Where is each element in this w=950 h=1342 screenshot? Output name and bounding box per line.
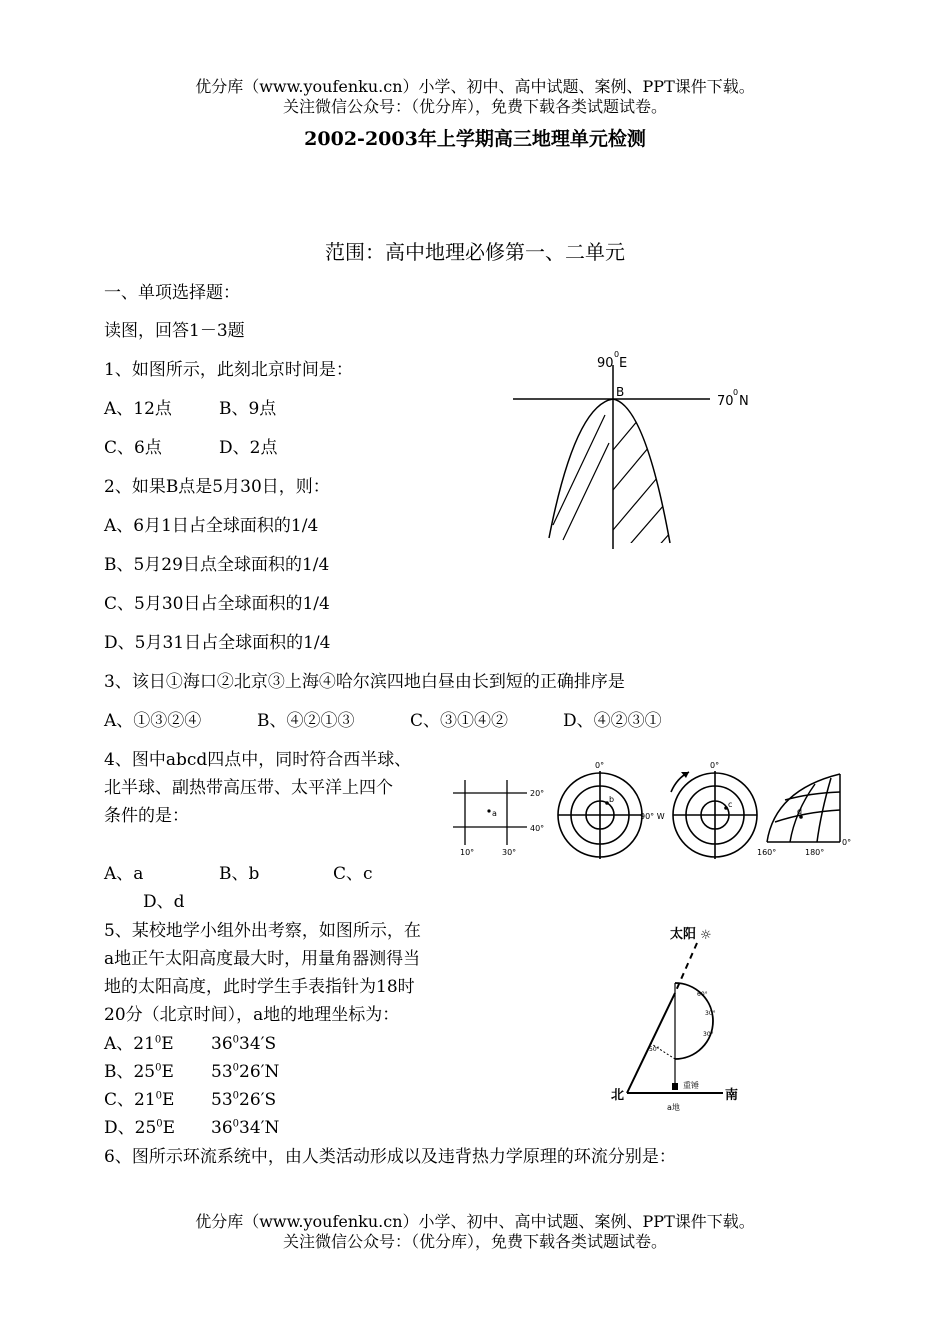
svg-text:☼: ☼ bbox=[700, 928, 712, 943]
svg-text:N: N bbox=[739, 394, 749, 409]
svg-text:0°: 0° bbox=[842, 838, 852, 847]
svg-text:90° W: 90° W bbox=[640, 812, 665, 821]
q2-stem: 2、如果B点是5月30日，则： bbox=[104, 477, 330, 497]
q4-stem-1: 4、图中abcd四点中，同时符合西半球、 bbox=[104, 750, 412, 770]
footer-line-2: 关注微信公众号：（优分库），免费下载各类试题试卷。 bbox=[282, 1232, 667, 1251]
fig5-north-label: 北 bbox=[611, 1088, 625, 1103]
fig5-sun-label: 太阳 bbox=[670, 927, 697, 942]
q2-option-a: A、6月1日占全球面积的1/4 bbox=[104, 516, 319, 536]
svg-text:160°: 160° bbox=[757, 848, 777, 857]
svg-text:a地: a地 bbox=[667, 1103, 680, 1112]
fig5-south-label: 南 bbox=[725, 1088, 739, 1103]
q2-option-b: B、5月29日点全球面积的1/4 bbox=[104, 555, 330, 575]
q5-option-c: C、$21^0E$ $53^026'S$ bbox=[104, 1090, 277, 1110]
q3-option-d: D、④②③① bbox=[563, 711, 662, 731]
svg-text:30°: 30° bbox=[705, 1010, 716, 1017]
header-line-1: 优分库（www.youfenku.cn）小学、初中、高中试题、案例、PPT课件下载。 bbox=[195, 77, 755, 96]
svg-text:d: d bbox=[797, 807, 803, 816]
q1-option-c: C、6点 bbox=[104, 438, 162, 458]
q4-stem-3: 条件的是： bbox=[104, 806, 189, 826]
fig4-panel-polar-1 bbox=[558, 771, 642, 859]
header-line-2: 关注微信公众号：（优分库），免费下载各类试题试卷。 bbox=[282, 97, 667, 116]
intro-text: 读图，回答1－3题 bbox=[104, 321, 245, 341]
q1-option-a: A、12点 bbox=[104, 399, 172, 419]
svg-text:0°: 0° bbox=[710, 761, 720, 770]
svg-text:重锤: 重锤 bbox=[683, 1081, 699, 1090]
figure-sun-altitude bbox=[605, 918, 755, 1118]
svg-text:180°: 180° bbox=[805, 848, 825, 857]
page-title: 2002-2003年上学期高三地理单元检测 bbox=[304, 128, 646, 150]
q1-option-b: B、9点 bbox=[219, 399, 277, 419]
q5-stem-4: 20分（北京时间），a地的地理坐标为： bbox=[104, 1005, 400, 1025]
svg-text:50°: 50° bbox=[649, 1046, 660, 1053]
q5-stem-1: 5、某校地学小组外出考察，如图所示，在 bbox=[104, 921, 421, 941]
fig4-panel-grid bbox=[453, 780, 527, 845]
svg-text:0: 0 bbox=[733, 388, 739, 397]
q3-option-b: B、④②①③ bbox=[257, 711, 355, 731]
q5-option-d: D、$25^0E$ $36^034'N$ bbox=[104, 1118, 280, 1138]
svg-text:10°: 10° bbox=[460, 848, 475, 857]
svg-text:60°: 60° bbox=[697, 991, 708, 998]
svg-text:0°: 0° bbox=[595, 761, 605, 770]
figure-four-points bbox=[445, 760, 855, 865]
fig1-lon-label: 90 bbox=[597, 356, 614, 371]
svg-text:a: a bbox=[492, 809, 497, 818]
q1-stem: 1、如图所示，此刻北京时间是： bbox=[104, 360, 353, 380]
q2-option-d: D、5月31日占全球面积的1/4 bbox=[104, 633, 331, 653]
q5-option-a: A、$21^0E$ $36^034'S$ bbox=[104, 1034, 277, 1054]
fig1-point-b: B bbox=[616, 385, 625, 399]
svg-text:30°: 30° bbox=[502, 848, 517, 857]
q5-option-b: B、$25^0E$ $53^026'N$ bbox=[104, 1062, 280, 1082]
q4-stem-2: 北半球、副热带高压带、太平洋上四个 bbox=[104, 778, 393, 798]
svg-text:b: b bbox=[609, 795, 615, 804]
q4-option-b: B、b bbox=[219, 864, 260, 884]
q4-option-d: D、d bbox=[143, 892, 185, 912]
q6-stem: 6、图所示环流系统中，由人类活动形成以及违背热力学原理的环流分别是： bbox=[104, 1147, 676, 1167]
q5-stem-3: 地的太阳高度，此时学生手表指针为18时 bbox=[104, 977, 415, 997]
svg-text:20°: 20° bbox=[530, 789, 545, 798]
svg-text:E: E bbox=[619, 356, 628, 371]
q3-option-c: C、③①④② bbox=[410, 711, 509, 731]
q5-stem-2: a地正午太阳高度最大时，用量角器测得当 bbox=[104, 949, 421, 969]
svg-text:c: c bbox=[728, 800, 733, 809]
q4-option-c: C、c bbox=[333, 864, 373, 884]
section-heading: 一、单项选择题： bbox=[104, 283, 240, 303]
fig4-panel-polar-2 bbox=[671, 771, 757, 859]
svg-text:30°: 30° bbox=[703, 1031, 714, 1038]
svg-text:40°: 40° bbox=[530, 824, 545, 833]
q2-option-c: C、5月30日占全球面积的1/4 bbox=[104, 594, 330, 614]
q1-option-d: D、2点 bbox=[219, 438, 278, 458]
fig1-lat-label: 70 bbox=[717, 394, 734, 409]
figure-polar-night bbox=[505, 345, 765, 555]
q3-stem: 3、该日①海口②北京③上海④哈尔滨四地白昼由长到短的正确排序是 bbox=[104, 672, 625, 692]
scope-line: 范围：高中地理必修第一、二单元 bbox=[325, 240, 625, 264]
svg-text:0: 0 bbox=[614, 350, 620, 359]
footer-line-1: 优分库（www.youfenku.cn）小学、初中、高中试题、案例、PPT课件下载。 bbox=[195, 1212, 755, 1231]
q3-option-a: A、①③②④ bbox=[104, 711, 202, 731]
fig4-panel-sector bbox=[767, 774, 840, 842]
q4-option-a: A、a bbox=[104, 864, 144, 884]
